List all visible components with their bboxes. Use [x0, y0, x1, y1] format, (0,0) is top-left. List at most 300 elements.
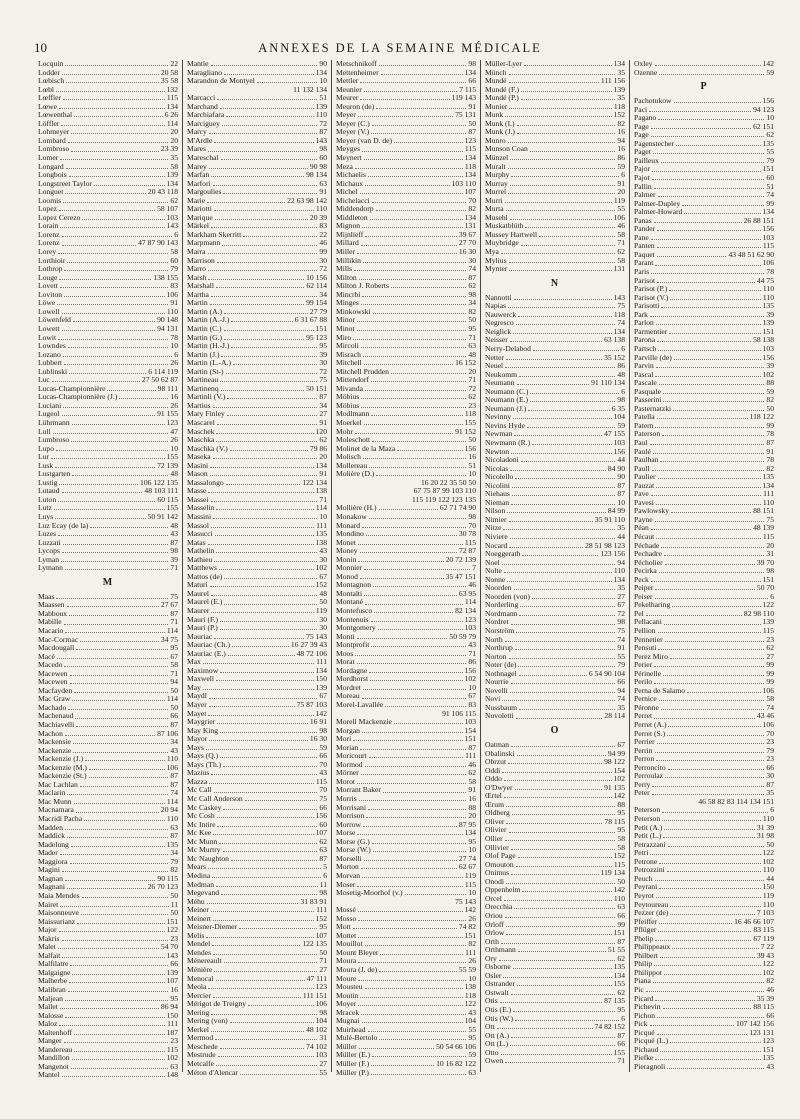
index-entry	[187, 530, 327, 539]
entry-name: Maragliano	[187, 67, 223, 77]
entry-pages: 20 39	[309, 212, 327, 222]
entry-pages: 6	[323, 870, 327, 880]
dot-leader	[513, 413, 611, 419]
entry-name: Pagano	[634, 113, 657, 123]
entry-name: Magini	[38, 865, 60, 875]
dot-leader	[651, 576, 761, 582]
dot-leader	[71, 128, 168, 134]
entry-name: Martin (St-)	[187, 366, 224, 376]
entry-pages: 22 63 98 142	[287, 195, 327, 205]
entry-name: Piana	[634, 976, 651, 986]
dot-leader	[385, 701, 466, 707]
dot-leader	[223, 761, 317, 767]
dot-leader	[240, 1069, 317, 1075]
entry-name: Mantel	[38, 1070, 60, 1080]
entry-pages: 90 98	[309, 161, 327, 171]
entry-pages: 139	[613, 84, 625, 94]
dot-leader	[71, 145, 159, 151]
entry-pages: 50	[617, 876, 625, 886]
entry-pages: 87	[766, 437, 774, 447]
entry-pages: 103	[464, 623, 476, 633]
dot-leader	[62, 231, 173, 237]
dot-leader	[656, 533, 761, 539]
index-entry	[485, 128, 625, 137]
entry-name: Mazius	[187, 768, 210, 778]
entry-pages: 10	[468, 469, 476, 479]
entry-pages: 70	[468, 195, 476, 205]
dot-leader	[207, 197, 285, 203]
dot-leader	[357, 658, 467, 664]
dot-leader	[82, 892, 169, 898]
dot-leader	[656, 362, 765, 368]
dot-leader	[72, 969, 164, 975]
entry-name: Maygrier	[187, 717, 216, 727]
entry-name: Pascal	[634, 369, 654, 379]
dot-leader	[207, 898, 299, 904]
dot-leader	[211, 291, 317, 297]
entry-pages: 134	[464, 153, 476, 163]
dot-leader	[224, 334, 304, 340]
dot-leader	[370, 675, 463, 681]
dot-leader	[64, 661, 168, 667]
dot-leader	[216, 1060, 317, 1066]
dot-leader	[499, 955, 616, 961]
index-entry	[634, 866, 774, 875]
entry-pages: 7 115	[459, 84, 476, 94]
dot-leader	[373, 308, 467, 314]
entry-pages: 110	[762, 292, 774, 302]
dot-leader	[232, 641, 289, 647]
entry-name: Maturi	[187, 580, 208, 590]
dot-leader	[211, 496, 318, 502]
dot-leader	[76, 806, 159, 812]
entry-name: Middendorp	[336, 204, 374, 214]
dot-leader	[231, 316, 292, 322]
entry-pages: 47 87 90 143	[138, 238, 178, 248]
entry-pages: 6	[621, 1013, 625, 1023]
dot-leader	[62, 325, 156, 331]
entry-pages: 35	[170, 153, 178, 163]
dot-leader	[80, 636, 159, 642]
dot-leader	[655, 875, 765, 881]
entry-pages: 16 20 22 35 50 50	[420, 477, 476, 487]
entry-name: Lœbl	[38, 84, 55, 94]
entry-pages: 43	[766, 1061, 774, 1071]
dot-leader	[210, 581, 314, 587]
entry-pages: 31 39	[756, 822, 774, 832]
dot-leader	[364, 86, 457, 92]
index-entry	[187, 684, 327, 693]
dot-leader	[505, 912, 616, 918]
entry-pages: 27	[766, 651, 774, 661]
entry-name: Newmann (R.)	[485, 437, 531, 447]
entry-pages: 50	[468, 435, 476, 445]
entry-name: Nieman	[485, 497, 510, 507]
dot-leader	[657, 1029, 748, 1035]
entry-name: Mousteu	[336, 982, 363, 992]
entry-pages: 151	[315, 323, 327, 333]
entry-pages: 50	[468, 315, 476, 325]
dot-leader	[368, 1026, 467, 1032]
dot-leader	[673, 405, 764, 411]
entry-pages: 87 95	[458, 819, 476, 829]
entry-name: Martinenq	[187, 383, 219, 393]
dot-leader	[362, 222, 463, 228]
dot-leader	[653, 448, 765, 454]
dot-leader	[211, 769, 317, 775]
dot-leader	[672, 601, 760, 607]
entry-name: Morrisani	[336, 802, 366, 812]
entry-name: Nitze	[485, 523, 502, 533]
entry-pages: 118	[613, 101, 625, 111]
entry-pages: 67	[617, 740, 625, 750]
dot-leader	[210, 299, 304, 305]
entry-pages: 99	[766, 677, 774, 687]
entry-pages: 60	[766, 173, 774, 183]
entry-pages: 55	[319, 1067, 327, 1077]
dot-leader	[505, 111, 611, 117]
entry-name: Makris	[38, 933, 60, 943]
dot-leader	[357, 248, 457, 254]
dot-leader	[646, 610, 742, 616]
entry-pages: 6	[770, 591, 774, 601]
entry-name: Louge	[38, 272, 58, 282]
dot-leader	[518, 946, 606, 952]
dot-leader	[358, 906, 463, 912]
entry-pages: 63	[319, 178, 327, 188]
dot-leader	[394, 718, 463, 724]
entry-name: Maia Mendes	[38, 890, 80, 900]
dot-leader	[358, 932, 462, 938]
entry-name: Oddi	[485, 765, 501, 775]
entry-name: Page	[634, 130, 649, 140]
entry-pages: 58 107	[157, 204, 178, 214]
entry-name: Ménière	[187, 964, 213, 974]
entry-pages: 75 87 103	[296, 700, 327, 710]
entry-name: Mauri (F.)	[187, 614, 219, 624]
entry-pages: 6 31 67 88	[294, 315, 327, 325]
entry-name: Märkel	[187, 221, 209, 231]
index-entry	[634, 482, 774, 491]
entry-pages: 72	[319, 366, 327, 376]
entry-pages: 63 95	[458, 588, 476, 598]
entry-pages: 46	[766, 984, 774, 994]
entry-name: Moreau	[336, 691, 360, 701]
dot-leader	[655, 1054, 760, 1060]
entry-pages: 118	[464, 990, 476, 1000]
entry-pages: 55 59	[458, 964, 476, 974]
index-entry	[336, 786, 476, 795]
dot-leader	[85, 755, 165, 761]
entry-pages: 102	[613, 774, 625, 784]
entry-name: Nauwerck	[485, 309, 517, 319]
dot-leader	[527, 422, 616, 428]
entry-name: Massini	[187, 511, 212, 521]
dot-leader	[73, 316, 155, 322]
entry-name: Pernice	[634, 694, 657, 704]
entry-name: Meinert	[187, 913, 212, 923]
entry-name: Münzel	[485, 153, 509, 163]
dot-leader	[506, 921, 616, 927]
dot-leader	[213, 915, 314, 921]
entry-pages: 66	[319, 802, 327, 812]
entry-name: Lugeol	[38, 409, 60, 419]
entry-pages: 74	[468, 264, 476, 274]
dot-leader	[223, 846, 318, 852]
entry-pages: 82	[766, 463, 774, 473]
entry-pages: 142	[762, 59, 774, 68]
dot-leader	[210, 470, 318, 476]
entry-pages: 139	[166, 967, 178, 977]
entry-pages: 35 91 110	[594, 514, 625, 524]
entry-pages: 59	[766, 386, 774, 396]
dot-leader	[379, 1034, 466, 1040]
entry-pages: 30 78	[458, 529, 476, 539]
entry-name: Loomis	[38, 195, 62, 205]
entry-name: Perilo	[634, 677, 653, 687]
entry-pages: 119	[762, 890, 774, 900]
entry-name: Lopez Cerezo	[38, 212, 81, 222]
dot-leader	[655, 422, 764, 428]
entry-pages: 90	[319, 59, 327, 68]
entry-pages: 98	[468, 59, 476, 68]
entry-name: Pavesi	[634, 497, 654, 507]
entry-name: Pichaud	[634, 1044, 659, 1054]
entry-name: Massol	[187, 520, 209, 530]
entry-name: Lutaud	[38, 486, 60, 496]
entry-pages: 58 138	[753, 335, 774, 345]
entry-pages: 43	[319, 768, 327, 778]
dot-leader	[71, 841, 165, 847]
entry-pages: 67	[170, 651, 178, 661]
entry-name: Mc Caskey	[187, 802, 222, 812]
dot-leader	[56, 445, 168, 451]
dot-leader	[374, 607, 453, 613]
dot-leader	[656, 755, 764, 761]
entry-pages: 102	[464, 674, 476, 684]
index-entry	[38, 522, 178, 531]
entry-pages: 95	[319, 341, 327, 351]
entry-pages: 11 132 134	[293, 84, 327, 94]
entry-name: Minor	[336, 315, 355, 325]
entry-pages: 94 123	[753, 104, 774, 114]
dot-leader	[62, 410, 156, 416]
index-entry	[485, 921, 625, 930]
entry-pages: 91 152	[455, 426, 476, 436]
entry-name: Pander	[634, 224, 656, 234]
dot-leader	[652, 174, 765, 180]
entry-name: Lowndes	[38, 341, 66, 351]
entry-pages: 110	[762, 497, 774, 507]
dot-leader	[209, 778, 314, 784]
dot-leader	[500, 997, 602, 1003]
dot-leader	[231, 855, 317, 861]
entry-name: Merkel	[187, 1024, 209, 1034]
entry-name: Parant	[634, 258, 654, 268]
dot-leader	[68, 137, 169, 143]
dot-leader	[211, 60, 318, 66]
dot-leader	[652, 165, 761, 171]
entry-pages: 98	[468, 289, 476, 299]
index-entry	[485, 687, 625, 696]
dot-leader	[208, 145, 317, 151]
entry-name: Masselin	[187, 503, 215, 513]
dot-leader	[651, 524, 751, 530]
dot-leader	[671, 507, 751, 513]
entry-name: Moura	[336, 956, 357, 966]
dot-leader	[510, 465, 606, 471]
index-entry	[634, 1003, 774, 1012]
dot-leader	[226, 368, 318, 374]
entry-name: Passerini	[634, 395, 662, 405]
entry-name: Mandereau	[38, 1044, 73, 1054]
index-entry	[485, 929, 625, 938]
entry-pages: 16	[170, 984, 178, 994]
entry-name: Martin (H.-J.)	[187, 341, 230, 351]
dot-leader	[215, 1034, 317, 1040]
dot-leader	[511, 869, 599, 875]
entry-name: Morse (G.)	[336, 836, 370, 846]
index-entry	[38, 547, 178, 556]
dot-leader	[63, 539, 169, 545]
entry-name: Mary Finley	[187, 409, 225, 419]
index-entry	[634, 747, 774, 756]
dot-leader	[84, 815, 165, 821]
entry-pages: 87	[170, 608, 178, 618]
entry-pages: 131	[464, 221, 476, 231]
dot-leader	[532, 593, 615, 599]
entry-name: Malfait	[38, 950, 61, 960]
entry-name: Pasquale	[634, 386, 661, 396]
dot-leader	[654, 183, 765, 189]
entry-name: Mallet	[38, 1002, 58, 1012]
index-entry	[187, 675, 327, 684]
dot-leader	[376, 470, 466, 476]
dot-leader	[506, 818, 602, 824]
entry-name: Munson Coan	[485, 144, 528, 154]
entry-pages: 26	[170, 358, 178, 368]
dot-leader	[674, 354, 761, 360]
entry-pages: 135	[762, 138, 774, 148]
entry-pages: 115	[613, 859, 625, 869]
entry-name: Mayor	[187, 734, 208, 744]
dot-leader	[519, 670, 587, 676]
entry-name: Macewen	[38, 677, 68, 687]
entry-name: Marfan	[187, 170, 210, 180]
entry-pages: 86	[617, 361, 625, 371]
dot-leader	[655, 516, 765, 522]
entry-pages: 84 90	[607, 463, 625, 473]
dot-leader	[405, 889, 467, 895]
entry-name: Mordhorst	[336, 674, 369, 684]
entry-pages: 95	[170, 993, 178, 1003]
entry-pages: 10	[170, 341, 178, 351]
entry-pages: 6	[621, 386, 625, 396]
entry-pages: 111	[316, 520, 327, 530]
entry-name: Pennetier	[634, 634, 663, 644]
entry-name: Méhu	[187, 896, 205, 906]
entry-name: Newman	[485, 429, 513, 439]
dot-leader	[72, 470, 168, 476]
entry-pages: 119 134	[600, 868, 625, 878]
entry-pages: 98 111	[157, 383, 178, 393]
dot-leader	[355, 428, 453, 434]
entry-pages: 50	[766, 403, 774, 413]
dot-leader	[670, 1037, 760, 1043]
entry-name: Otis (W.)	[485, 1013, 513, 1023]
dot-leader	[504, 775, 612, 781]
entry-pages: 30	[319, 614, 327, 624]
entry-pages: 10	[468, 682, 476, 692]
entry-name: Norton	[485, 651, 507, 661]
entry-name: Maurer	[187, 606, 210, 615]
entry-pages: 62 67	[458, 862, 476, 872]
entry-pages: 50	[170, 685, 178, 695]
entry-pages: 95	[617, 808, 625, 818]
entry-name: Mussey Hartwell	[485, 229, 538, 239]
entry-pages: 58	[617, 255, 625, 265]
dot-leader	[355, 650, 466, 656]
entry-pages: 91 155	[157, 409, 178, 419]
entry-name: Pawlowsky	[634, 506, 670, 516]
entry-name: Medina	[187, 870, 211, 880]
entry-pages: 95 123	[306, 332, 327, 342]
entry-pages: 155	[613, 1047, 625, 1057]
entry-name: Musehl	[485, 212, 508, 222]
entry-pages: 58	[170, 247, 178, 257]
entry-pages: 87 135	[604, 996, 625, 1006]
index-entry	[38, 496, 178, 505]
dot-leader	[391, 368, 466, 374]
entry-pages: 91 135	[604, 782, 625, 792]
entry-pages: 135	[762, 301, 774, 311]
entry-pages: 63	[319, 845, 327, 855]
index-entry	[634, 362, 774, 371]
entry-pages: 16	[617, 144, 625, 154]
index-entry	[485, 712, 625, 721]
dot-leader	[361, 1009, 466, 1015]
dot-leader	[216, 547, 317, 553]
entry-pages: 48	[319, 588, 327, 598]
entry-pages: 39	[319, 349, 327, 359]
entry-pages: 107	[315, 828, 327, 838]
dot-leader	[74, 687, 168, 693]
entry-pages: 79	[766, 745, 774, 755]
entry-pages: 106	[613, 212, 625, 222]
index-entry	[336, 949, 476, 958]
entry-name: Mount Bleyer	[336, 947, 379, 957]
dot-leader	[658, 345, 760, 351]
entry-name: Mantle	[187, 59, 209, 68]
entry-pages: 98	[617, 617, 625, 627]
entry-pages: 20	[766, 540, 774, 550]
entry-pages: 20	[170, 135, 178, 145]
entry-pages: 58	[617, 229, 625, 239]
entry-pages: 82	[468, 306, 476, 316]
dot-leader	[503, 972, 611, 978]
entry-name: Minges	[336, 298, 359, 308]
dot-leader	[64, 1037, 169, 1043]
dot-leader	[660, 952, 755, 958]
dot-leader	[62, 547, 168, 553]
dot-leader	[65, 875, 156, 881]
dot-leader	[657, 336, 751, 342]
entry-name: Morvan	[336, 870, 361, 880]
dot-leader	[365, 231, 457, 237]
entry-name: Marique	[187, 212, 213, 222]
entry-name: Mills	[336, 264, 353, 274]
entry-pages: 123	[315, 982, 327, 992]
